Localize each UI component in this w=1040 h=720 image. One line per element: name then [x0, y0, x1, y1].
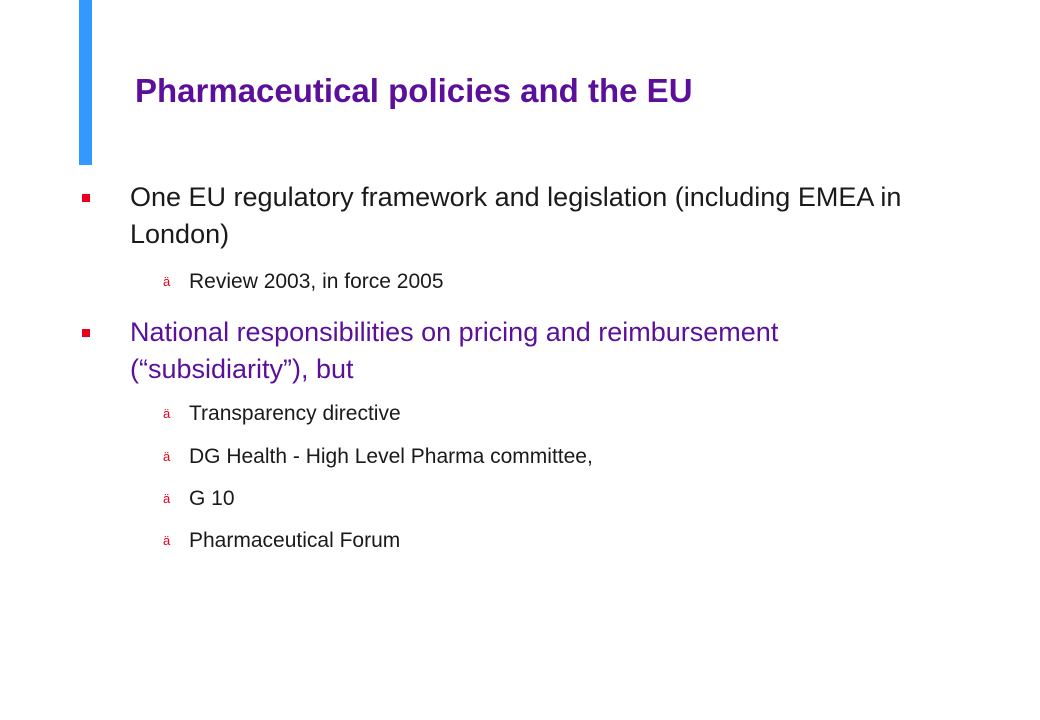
sub-bullet-marker-2-1: ä — [163, 406, 171, 421]
sub-bullet-2-4: Pharmaceutical Forum — [189, 529, 401, 552]
sub-bullet-marker-1-1: ä — [163, 274, 171, 289]
sub-bullet-2-3: G 10 — [189, 487, 235, 510]
sub-bullet-2-2: DG Health - High Level Pharma committee, — [189, 445, 593, 468]
sub-bullet-1-1: Review 2003, in force 2005 — [189, 270, 444, 293]
bullet-marker-1 — [82, 194, 90, 202]
sub-bullet-marker-2-2: ä — [163, 449, 171, 464]
slide-title: Pharmaceutical policies and the EU — [135, 72, 693, 109]
sub-bullet-marker-2-4: ä — [163, 533, 171, 548]
bullet-2-text: National responsibilities on pricing and reimbursement (“subsidiarity”), but — [130, 317, 779, 384]
bullet-marker-2 — [82, 329, 90, 337]
sub-bullet-marker-2-3: ä — [163, 491, 171, 506]
sub-bullet-2-1: Transparency directive — [189, 402, 401, 425]
bullet-1-text: One EU regulatory framework and legislation (including EMEA in London) — [130, 182, 902, 249]
